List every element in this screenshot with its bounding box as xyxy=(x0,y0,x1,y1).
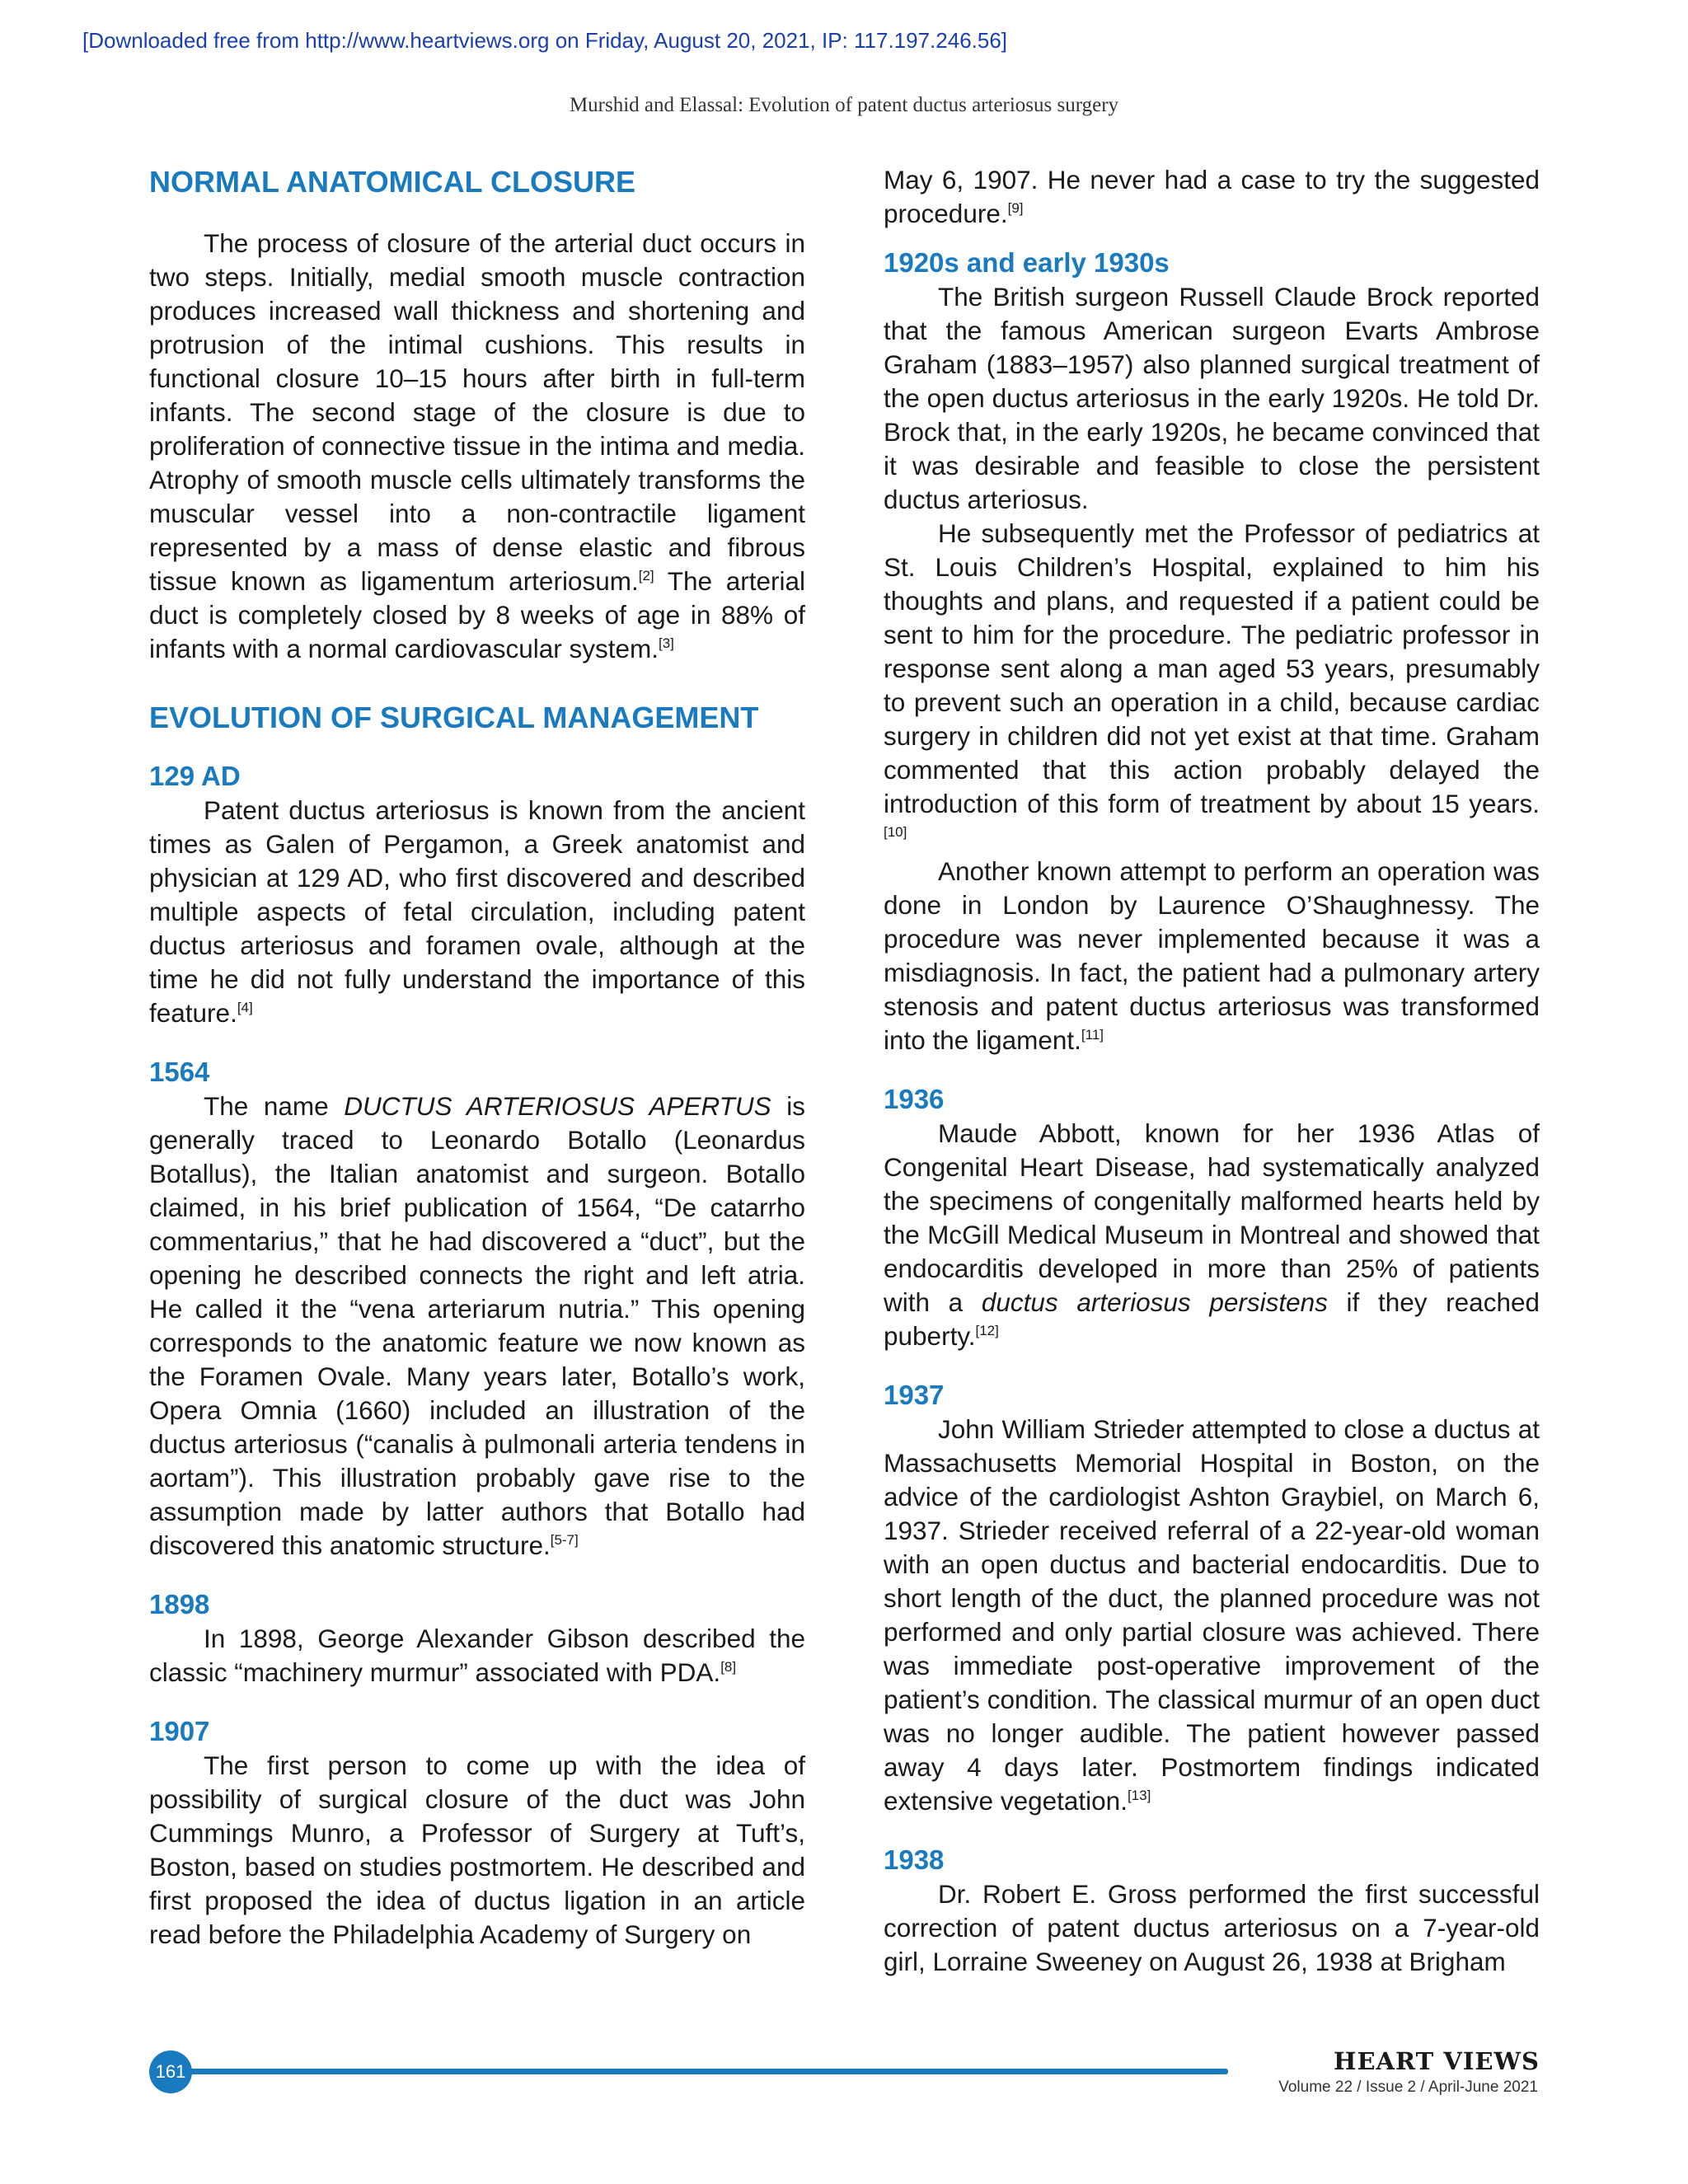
citation: [5-7] xyxy=(550,1532,579,1548)
paragraph-1920s-oshaughnessy: Another known attempt to perform an operation was done in London by Laurence O’Shaughnessy. The procedure was never implemented because it was a misdiagnosis. In fact, the patient had a pulmonary artery stenosis and patent ductus arteriosus was transformed into the ligament.[11] xyxy=(884,856,1540,1055)
subheading-1564: 1564 xyxy=(149,1057,210,1087)
paragraph-normal-closure: The process of closure of the arterial duct occurs in two steps. Initially, medial smooth muscle contraction produces increased wall thickness and shortening and protrusion of the intimal cushions. This results in functional closure 10–15 hours after birth in full-term infants. The second stage of the closure is due to proliferation of connective tissue in the intima and media. Atrophy of smooth muscle cells ultimately transforms the muscular vessel into a non-contractile ligament represented by a mass of dense elastic and fibrous tissue known as ligamentum arteriosum.[2] The arterial duct is completely closed by 8 weeks of age in 88% of infants with a normal cardiovascular system.[3] xyxy=(149,228,805,663)
paragraph-1564: The name DUCTUS ARTERIOSUS APERTUS is generally traced to Leonardo Botallo (Leonardus Botallus), the Italian anatomist and surgeon. Botallo claimed, in his brief publication of 1564, “De catarrho commentarius,” that he had discovered a “duct”, but the opening he described connects the right and left atria. He called it the “vena arteriarum nutria.” This opening corresponds to the anatomic feature we now known as the Foramen Ovale. Many years later, Botallo’s work, Opera Omnia (1660) included an illustration of the ductus arteriosus (“canalis à pulmonali arteria tendens in aortam”). This illustration probably gave rise to the assumption made by latter authors that Botallo had discovered this anatomic structure.[5-7] xyxy=(149,1091,805,1560)
subheading-1920s: 1920s and early 1930s xyxy=(884,247,1170,278)
journal-name: HEART VIEWS xyxy=(1334,2047,1540,2075)
journal-issue: Volume 22 / Issue 2 / April-June 2021 xyxy=(1278,2079,1538,2096)
heading-normal-closure: NORMAL ANATOMICAL CLOSURE xyxy=(149,165,635,199)
download-banner: [Downloaded free from http://www.heartviews.org on Friday, August 20, 2021, IP: 117.197.246.56] xyxy=(82,28,1008,53)
page-number-badge: 161 xyxy=(149,2050,192,2093)
subheading-1907: 1907 xyxy=(149,1716,210,1746)
paragraph-1898: In 1898, George Alexander Gibson described the classic “machinery murmur” associated with PDA.[8] xyxy=(149,1624,805,1687)
paragraph-1938: Dr. Robert E. Gross performed the first successful correction of patent ductus arteriosus on a 7-year-old girl, Lorraine Sweeney on August 26, 1938 at Brigham xyxy=(884,1879,1540,1976)
subheading-1937: 1937 xyxy=(884,1380,945,1410)
citation: [13] xyxy=(1127,1788,1151,1803)
paragraph-1907-continued: May 6, 1907. He never had a case to try the suggested procedure.[9] xyxy=(884,165,1540,228)
citation: [9] xyxy=(1007,200,1024,216)
subheading-1898: 1898 xyxy=(149,1589,210,1619)
paragraph-1920s-brock: The British surgeon Russell Claude Brock reported that the famous American surgeon Evarts Ambrose Graham (1883–1957) also planned surgical treatment of the open ductus arteriosus in the early 1920s. He told Dr. Brock that, in the early 1920s, he became convinced that it was desirable and feasible to close the persistent ductus arteriosus. xyxy=(884,282,1540,514)
running-head: Murshid and Elassal: Evolution of patent ductus arteriosus surgery xyxy=(569,94,1119,116)
subheading-1936: 1936 xyxy=(884,1084,945,1114)
citation: [11] xyxy=(1081,1027,1104,1043)
paragraph-1936: Maude Abbott, known for her 1936 Atlas of Congenital Heart Disease, had systematically analyzed the specimens of congenitally malformed hearts held by the McGill Medical Museum in Montreal and showed that endocarditis developed in more than 25% of patients with a ductus arteriosus persistens if they reached puberty.[12] xyxy=(884,1118,1540,1351)
citation: [3] xyxy=(659,635,674,651)
subheading-129-ad: 129 AD xyxy=(149,761,241,791)
paragraph-129-ad: Patent ductus arteriosus is known from the ancient times as Galen of Pergamon, a Greek anatomist and physician at 129 AD, who first discovered and described multiple aspects of fetal circulation, including patent ductus arteriosus and foramen ovale, although at the time he did not fully understand the importance of this feature.[4] xyxy=(149,795,805,1028)
heading-evolution: EVOLUTION OF SURGICAL MANAGEMENT xyxy=(149,701,759,734)
paragraph-1937: John William Strieder attempted to close a ductus at Massachusetts Memorial Hospital in Boston, on the advice of the cardiologist Ashton Graybiel, on March 6, 1937. Strieder received referral of a 22-year-old woman with an open ductus and bacterial endocarditis. Due to short length of the duct, the planned procedure was not performed and only partial closure was achieved. There was immediate post-operative improvement of the patient’s condition. The classical murmur of an open duct was no longer audible. The patient however passed away 4 days later. Postmortem findings indicated extensive vegetation.[13] xyxy=(884,1414,1540,1816)
left-column xyxy=(149,162,805,1952)
paragraph-1920s-graham: He subsequently met the Professor of pediatrics at St. Louis Children’s Hospital, explained to him his thoughts and plans, and requested if a patient could be sent to him for the procedure. The pediatric professor in response sent along a man aged 53 years, presumably to prevent such an operation in a child, because cardiac surgery in children did not yet exist at that time. Graham commented that this action probably delayed the introduction of this form of treatment by about 15 years.[10] xyxy=(884,518,1540,840)
citation: [8] xyxy=(720,1659,737,1675)
right-column xyxy=(884,163,1540,1979)
footer-rule xyxy=(165,2069,1228,2074)
citation: [10] xyxy=(884,824,907,840)
citation: [12] xyxy=(975,1323,999,1338)
citation: [4] xyxy=(237,1000,253,1015)
citation: [2] xyxy=(638,568,654,583)
subheading-1938: 1938 xyxy=(884,1844,945,1875)
paragraph-1907: The first person to come up with the idea of possibility of surgical closure of the duct was John Cummings Munro, a Professor of Surgery at Tuft’s, Boston, based on studies postmortem. He described and first proposed the idea of ductus ligation in an article read before the Philadelphia Academy of Surgery on xyxy=(149,1750,805,1949)
